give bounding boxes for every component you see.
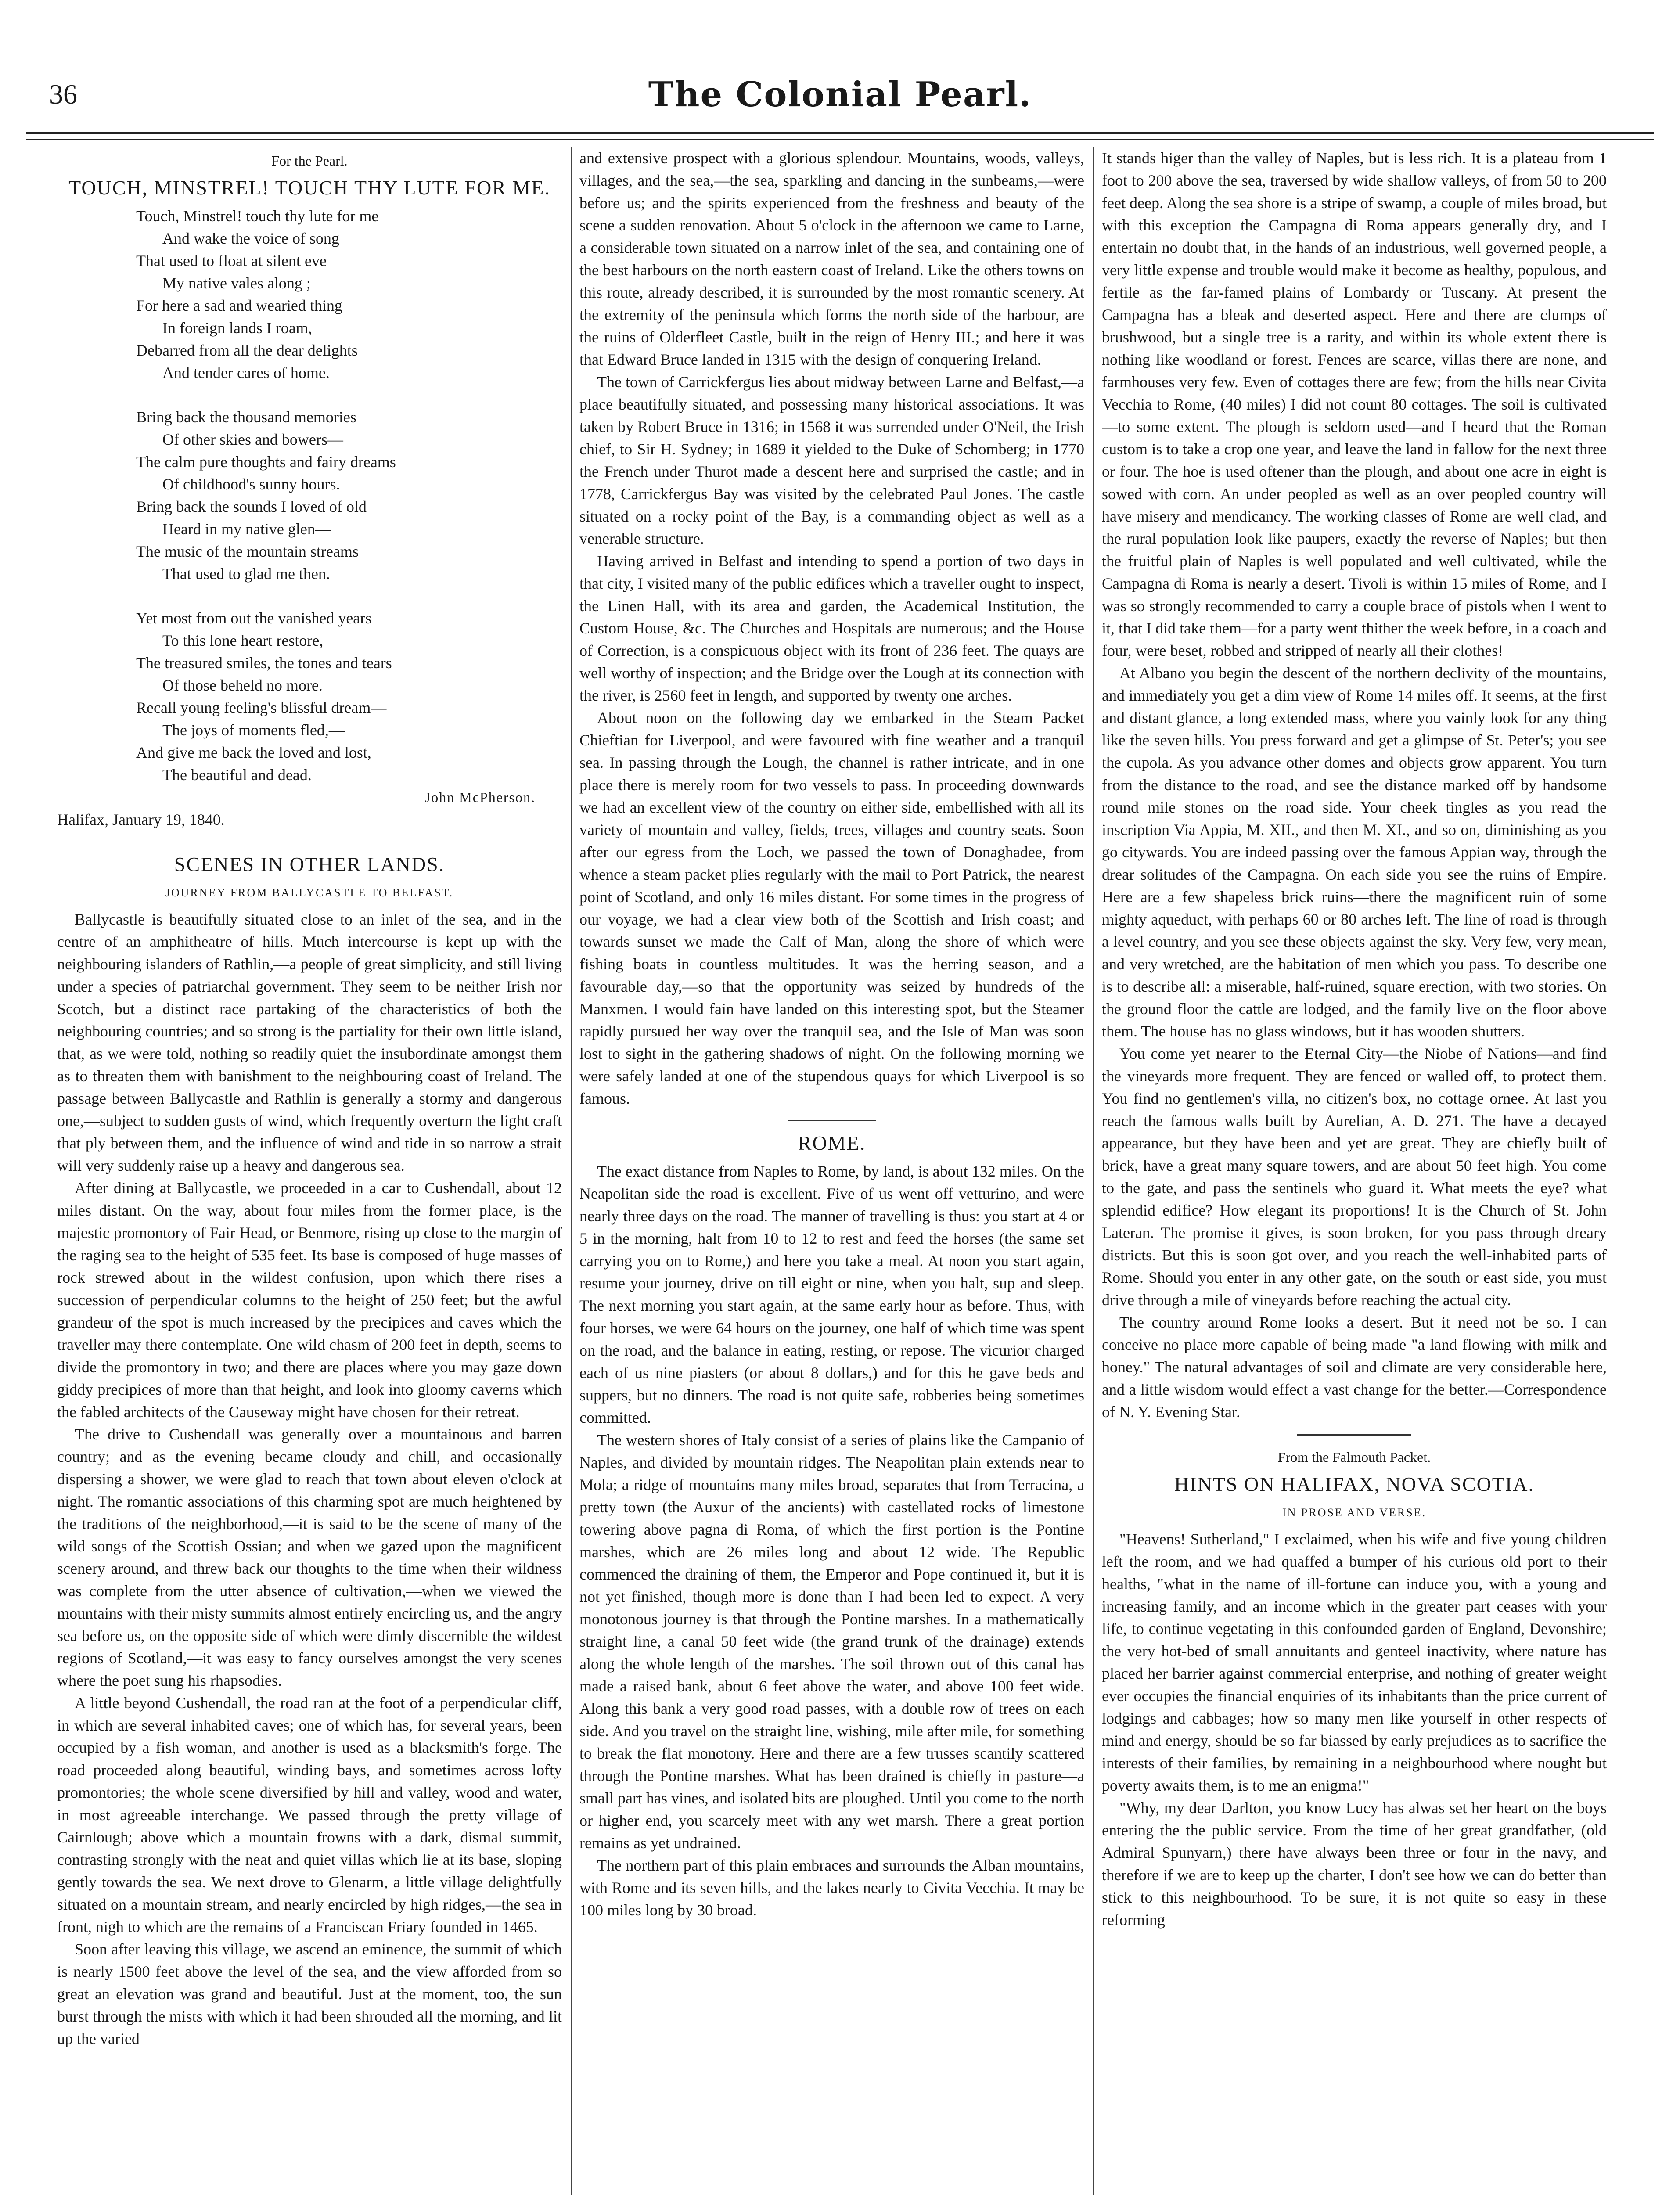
poem-stanza (136, 607, 562, 786)
article-paragraph: and extensive prospect with a glorious splendour. Mountains, woods, valleys, villages, and the sea,—the sea, sparkling and dancing in the sunbeams,—were before us; and the spirits experienced from the freshness and beauty of the scene a sudden renovation. About 5 o'clock in the afternoon we came to Larne, a considerable town situated on a narrow inlet of the sea, and containing one of the best harbours on the north eastern coast of Ireland. Like the others towns on this route, already described, it is surrounded by the most romantic scenery. At the extremity of the peninsula which forms the north side of the harbour, are the ruins of Olderfleet Castle, built in the reign of Henry III.; and here it was that Edward Bruce landed in 1315 with the design of conquering Ireland. (579, 149, 1084, 368)
poem-line: The joys of moments fled,— (162, 721, 345, 739)
poem-line: For here a sad and wearied thing (136, 297, 342, 314)
column-right (1102, 147, 1607, 2195)
poem-line: In foreign lands I roam, (162, 319, 312, 337)
poem-line: Debarred from all the dear delights (136, 342, 358, 359)
poem-line: Touch, Minstrel! touch thy lute for me (136, 207, 379, 225)
article-paragraph: The drive to Cushendall was generally over a mountainous and barren country; and as the evening became cloudy and chill, and occasionally dispersing a shower, we were glad to reach that town about eleven o'clock at night. The romantic associations of this charming spot are much heightened by the traditions of the neighborhood,—it is said to be the scene of many of the wild songs of the Scottish Ossian; and when we gazed upon the magnificent scenery around, and threw back our thoughts to the time when their wildness was complete from the utter absence of cultivation,—when we viewed the mountains with their misty summits almost entirely encircling us, and the angry sea before us, on the opposite side of which were dimly discernible the wildest regions of Scotland,—it was easy to fancy ourselves amongst the very scenes where the poet sung his rhapsodies. (57, 1425, 562, 1689)
article-title: ROME. (798, 1132, 866, 1154)
article-credit: From the Falmouth Packet. (1277, 1449, 1431, 1465)
poem-line: Bring back the thousand memories (136, 408, 356, 426)
poem-line: Heard in my native glen— (162, 520, 331, 538)
header-rule-thin (26, 139, 1654, 140)
poem-line: That used to float at silent eve (136, 252, 327, 270)
poem-line: Of childhood's sunny hours. (162, 475, 340, 493)
article-paragraph: The country around Rome looks a desert. But it need not be so. I can conceive no place more capable of being made "a land flowing with milk and honey." The natural advantages of soil and climate are very considerable here, and a little wisdom would effect a vast change for the better.—Correspondence of N. Y. Evening Star. (1102, 1313, 1607, 1421)
page-number: 36 (49, 79, 77, 110)
column-left (57, 147, 562, 2195)
article-paragraph: At Albano you begin the descent of the northern declivity of the mountains, and immediately you get a dim view of Rome 14 miles off. It seems, at the first and distant glance, a long extended mass, where you vainly look for any thing like the seven hills. You press forward and get a glimpse of St. Peter's; you see the cupola. As you advance other domes and objects grow apparent. You turn from the distance to the road, and see the distance marked off by handsome round mile stones on the road side. Your cheek tingles as you read the inscription Via Appia, M. XII., and then M. XI., and so on, diminishing as you go citywards. You are indeed passing over the famous Appian way, through the drear solitudes of the Campagna. On each side you see the ruins of Empire. Here are a few shapeless brick ruins—there the magnificent ruin of some mighty aqueduct, with perhaps 60 or 80 arches left. The line of road is through a level country, and you see these objects against the sky. Very few, very mean, and very wretched, are the habitation of men which you pass. To describe one is to describe all: a miserable, half-ruined, square erection, with two stories. On the ground floor the cattle are lodged, and the family live on the floor above them. The house has no glass windows, but it has wooden shutters. (1102, 664, 1607, 1040)
article-paragraph: The exact distance from Naples to Rome, by land, is about 132 miles. On the Neapolitan side the road is excellent. Five of us went off vetturino, and were nearly three days on the road. The manner of travelling is thus: you start at 4 or 5 in the morning, halt from 10 to 12 to rest and feed the horses (the same set carrying you on to Rome,) and here you take a meal. At noon you start again, resume your journey, drive on till eight or nine, when you halt, sup and sleep. The next morning you start again, at the same early hour as before. Thus, with four horses, we were 64 hours on the journey, one half of which time was spent on the road, and the balance in eating, resting, or repose. The vicurior charged each of us nine piasters (or about 8 dollars,) and for this he gave beds and suppers, but no dinners. The road is not quite safe, robberies being sometimes committed. (579, 1162, 1084, 1426)
article-paragraph: Having arrived in Belfast and intending to spend a portion of two days in that city, I visited many of the public edifices which a traveller ought to inspect, the Linen Hall, with its area and garden, the Academical Institution, the Custom House, &c. The Churches and Hospitals are numerous; and the House of Correction, is a conspicuous object with its front of 236 feet. The quays are well worthy of inspection; and the Bridge over the Lough at its connection with the river, is 2560 feet in length, and supported by twenty one arches. (579, 552, 1084, 704)
article-paragraph: Ballycastle is beautifully situated close to an inlet of the sea, and in the centre of an amphitheatre of hills. Much intercourse is kept up with the neighbouring islanders of Rathlin,—a people of great simplicity, and still living under a species of patriarchal government. They seem to be neither Irish nor Scotch, but a distinct race partaking of the characteristics of both the neighbouring countries; and so strong is the partiality for their own little island, that, as we were told, nothing so readily quiet the insubordinate amongst them as to threaten them with banishment to the neighbouring coast of Ireland. The passage between Ballycastle and Rathlin is generally a stormy and dangerous one,—subject to sudden gusts of wind, which frequently overturn the light craft that ply between them, and the influence of wind and tide in so narrow a strait will very suddenly raise up a heavy and dangerous sea. (57, 910, 562, 1174)
poem-stanza (136, 205, 562, 384)
article-paragraph: After dining at Ballycastle, we proceeded in a car to Cushendall, about 12 miles distant. On the way, about four miles from the former place, is the majestic promontory of Fair Head, or Benmore, rising up close to the margin of the raging sea to the height of 535 feet. Its base is composed of huge masses of rock strewed about in the wildest confusion, upon which there rises a succession of perpendicular columns to the height of 250 feet; but the awful grandeur of the spot is much increased by the precipices and caves which the traveller may there contemplate. One wild chasm of 200 feet in depth, seems to divide the promontory in two; and there are places where you may gaze down giddy precipices of more than that height, and look into gloomy caverns which the fabled architects of the Causeway might have chosen for their retreat. (57, 1179, 562, 1421)
article-paragraph: It stands higer than the valley of Naples, but is less rich. It is a plateau from 1 foot to 200 above the sea, traversed by wide shallow valleys, of from 50 to 200 feet deep. Along the sea shore is a stripe of swamp, a couple of miles broad, but with this exception the Campagna di Roma appears generally dry, and I entertain no doubt that, in the hands of an industrious, well governed people, a very little expense and trouble would make it become as healthy, populous, and fertile as the far-famed plains of Lombardy or Tuscany. At present the Campagna has a bleak and deserted aspect. Here and there are clumps of brushwood, but a single tree is a rarity, and within its whole extent there is nothing like woodland or forest. Fences are scarce, villas there are none, and farmhouses very few. Even of cottages there are few; from the hills near Civita Vecchia to Rome, (40 miles) I did not count 80 cottages. The soil is cultivated—to some extent. The plough is seldom used—and I heard that the Roman custom is to take a crop one year, and leave the land in fallow for the next three or four. The hoe is used oftener than the plough, and about one acre in eight is sowed with corn. An under peopled as well as an over peopled country will have misery and mendicancy. The working classes of Rome are well clad, and the rural population look like paupers, exactly the reverse of Naples; but then the fruitful plain of Naples is well populated and well cultivated, while the Campagna di Roma is nearly a desert. Tivoli is within 15 miles of Rome, and I was so strongly recommended to carry a couple brace of pistols when I went to it, that I did take them—for a party went thither the week before, in a coach and four, were beset, robbed and stripped of nearly all their clothes! (1102, 149, 1607, 659)
article-paragraph: The town of Carrickfergus lies about midway between Larne and Belfast,—a place beautifully situated, and possessing many historical associations. It was taken by Robert Bruce in 1316; in 1568 it was surrended under O'Neil, the Irish chief, to Sir H. Sydney; in 1689 it yielded to the Duke of Schomberg; in 1770 the French under Thurot made a descent here and surprised the castle; and in 1778, Carrickfergus Bay was visited by the celebrated Paul Jones. The castle situated on a rocky point of the Bay, is a commanding object as well as a venerable structure. (579, 373, 1084, 547)
article-paragraph: "Why, my dear Darlton, you know Lucy has alwas set her heart on the boys entering the the public service. From the time of her great grandfather, (old Admiral Spunyarn,) there have always been three or four in the navy, and therefore if we are to keep up the charter, I don't see how we can do better than stick to this neighbourhood. To be sure, it is not quite so easy in these reforming (1102, 1799, 1607, 1929)
poem-line: Recall young feeling's blissful dream— (136, 699, 387, 716)
poem-line: Of other skies and bowers— (162, 431, 343, 448)
article-subtitle: JOURNEY FROM BALLYCASTLE TO BELFAST. (165, 886, 454, 899)
header-rule-thick (26, 132, 1654, 134)
poem-line: And wake the voice of song (162, 230, 339, 247)
poem-line: Yet most from out the vanished years (136, 609, 372, 627)
poem-line: Of those beheld no more. (162, 676, 323, 694)
column-middle (579, 147, 1084, 2195)
poem-signature: John McPherson. (424, 789, 536, 805)
poem-line: And give me back the loved and lost, (136, 744, 371, 761)
poem-credit: For the Pearl. (271, 153, 348, 169)
poem-title: TOUCH, MINSTREL! TOUCH THY LUTE FOR ME. (68, 176, 550, 199)
article-title: SCENES IN OTHER LANDS. (174, 853, 445, 875)
article-paragraph: "Heavens! Sutherland," I exclaimed, when his wife and five young children left the room, and we had quaffed a bumper of his curious old port to their healths, "what in the name of ill-fortune can induce you, with a young and increasing family, and an income which in the greater part ceases with your life, to continue vegetating in this confounded garden of England, Devonshire; the very hot-bed of small annuitants and genteel inactivity, where nature has placed her barrier against commercial enterprise, and nothing of greater weight ever occupies the financial enquiries of its inhabitants than the price current of lodgings and cabbages; how so many men like yourself in other respects of mind and energy, should be so far biassed by early prejudices as to sacrifice the interests of their families, by remaining in a neighbourhood where nought but poverty awaits them, is to me an enigma!" (1102, 1530, 1607, 1794)
poem-line: The calm pure thoughts and fairy dreams (136, 453, 396, 471)
poem-line: And tender cares of home. (162, 364, 330, 381)
article-paragraph: You come yet nearer to the Eternal City—the Niobe of Nations—and find the vineyards more frequent. They are fenced or walled off, to protect them. You find no gentlemen's villa, no citizen's box, no cottage ornee. At last you reach the famous walls built by Aurelian, A. D. 271. The have a decayed appearance, but they have been and yet are great. They are chiefly built of brick, have a great many square towers, and are about 50 feet high. You come to the gate, and pass the sentinels who guard it. What meets the eye? what splendid edifice? How elegant its proportions! It is the Church of St. John Lateran. The promise it gives, is soon broken, for you pass through dreary districts. But this is soon got over, and you reach the well-inhabited parts of Rome. Should you enter in any other gate, on the south or east side, you must drive through a mile of vineyards before reaching the actual city. (1102, 1045, 1607, 1309)
article-paragraph: Soon after leaving this village, we ascend an eminence, the summit of which is nearly 1500 feet above the level of the sea, and the view afforded from so great an elevation was grand and beautiful. Just at the moment, too, the sun burst through the mists with which it had been shrouded all the morning, and lit up the varied (57, 1940, 562, 2047)
poem-dateline: Halifax, January 19, 1840. (57, 811, 225, 828)
poem-line: That used to glad me then. (162, 565, 330, 583)
poem-line: Bring back the sounds I loved of old (136, 498, 367, 515)
article-paragraph: The western shores of Italy consist of a series of plains like the Campanio of Naples, and divided by mountain ridges. The Neapolitan plain extends near to Mola; a ridge of mountains many miles broad, separates that from Terracina, a pretty town (the Auxur of the ancients) with castellated rocks of limestone towering above pagna di Roma, of which the first portion is the Pontine marshes, which are 26 miles long and about 12 wide. The Republic commenced the draining of them, the Emperor and Pope continued it, but it is not yet finished, though more is done than I had been led to expect. A very monotonous journey is that through the Pontine marshes. In a mathematically straight line, a canal 50 feet wide (the grand trunk of the drainage) extends along the whole length of the marshes. The soil thrown out of this canal has made a raised bank, about 6 feet above the water, and above 100 feet wide. Along this bank a very good road passes, with a double row of trees on each side. And you travel on the straight line, wishing, mile after mile, for something to break the flat monotony. Here and there are a few trusses scantily scattered through the Pontine marshes. What has been drained is chiefly in pasture—a small part has vines, and isolated bits are ploughed. Until you come to the north or higher end, you scarcely meet with any wet marsh. There a great portion remains as yet undrained. (579, 1431, 1084, 1852)
poem-line: The treasured smiles, the tones and tears (136, 654, 392, 672)
poem-line: My native vales along ; (162, 274, 311, 292)
column-divider (1093, 147, 1094, 2195)
column-divider (571, 147, 572, 2195)
section-separator (788, 1120, 876, 1121)
masthead-title: The Colonial Pearl. (648, 75, 1032, 115)
article-subtitle: IN PROSE AND VERSE. (1282, 1506, 1427, 1519)
poem-line: The music of the mountain streams (136, 543, 359, 560)
article-paragraph: The northern part of this plain embraces and surrounds the Alban mountains, with Rome and its seven hills, and the lakes nearly to Civita Vecchia. It may be 100 miles long by 30 broad. (579, 1857, 1084, 1919)
poem-stanza (136, 406, 562, 585)
poem-line: To this lone heart restore, (162, 632, 324, 649)
article-title: HINTS ON HALIFAX, NOVA SCOTIA. (1174, 1473, 1534, 1495)
page-header (26, 75, 1654, 123)
section-separator (1297, 1434, 1411, 1436)
article-paragraph: About noon on the following day we embarked in the Steam Packet Chieftian for Liverpool, and were favoured with fine weather and a tranquil sea. In passing through the Lough, the channel is rather intricate, and in one place there is merely room for two vessels to pass. In proceeding downwards we had an excellent view of the country on either side, embellished with all its variety of mountain and valley, fields, trees, villages and country seats. Soon after our egress from the Loch, we passed the town of Donaghadee, from whence a steam packet plies regularly with the mail to Port Patrick, the nearest point of Scotland, and only 16 miles distant. For some times in the progress of our voyage, we had a clear view both of the Scottish and Irish coast; and towards sunset we made the Calf of Man, along the shore of which were fishing boats in countless multitudes. It was the herring season, and a favourable day,—so that the opportunity was seized by hundreds of the Manxmen. I would fain have landed on this interesting spot, but the Steamer rapidly pursued her way over the tranquil sea, and the Isle of Man was soon lost to sight in the gathering shadows of night. On the following morning we were safely landed at one of the stupendous quays for which Liverpool is so famous. (579, 709, 1084, 1107)
article-paragraph: A little beyond Cushendall, the road ran at the foot of a perpendicular cliff, in which are several inhabited caves; one of which has, for several years, been occupied by a fish woman, and another is used as a blacksmith's forge. The road proceeded along beautiful, winding bays, and sometimes across lofty promontories; the whole scene diversified by hill and valley, wood and water, in most agreeable interchange. We passed through the pretty village of Cairnlough; above which a mountain frowns with a dark, dismal summit, contrasting strongly with the neat and quiet villas which lie at its base, sloping gently towards the sea. We next drove to Glenarm, a little village delightfully situated on a mountain stream, and nearly encircled by high ridges,—the sea in front, nigh to which are the remains of a Franciscan Friary founded in 1465. (57, 1694, 562, 1936)
poem (57, 205, 562, 786)
poem-line: The beautiful and dead. (162, 766, 312, 784)
